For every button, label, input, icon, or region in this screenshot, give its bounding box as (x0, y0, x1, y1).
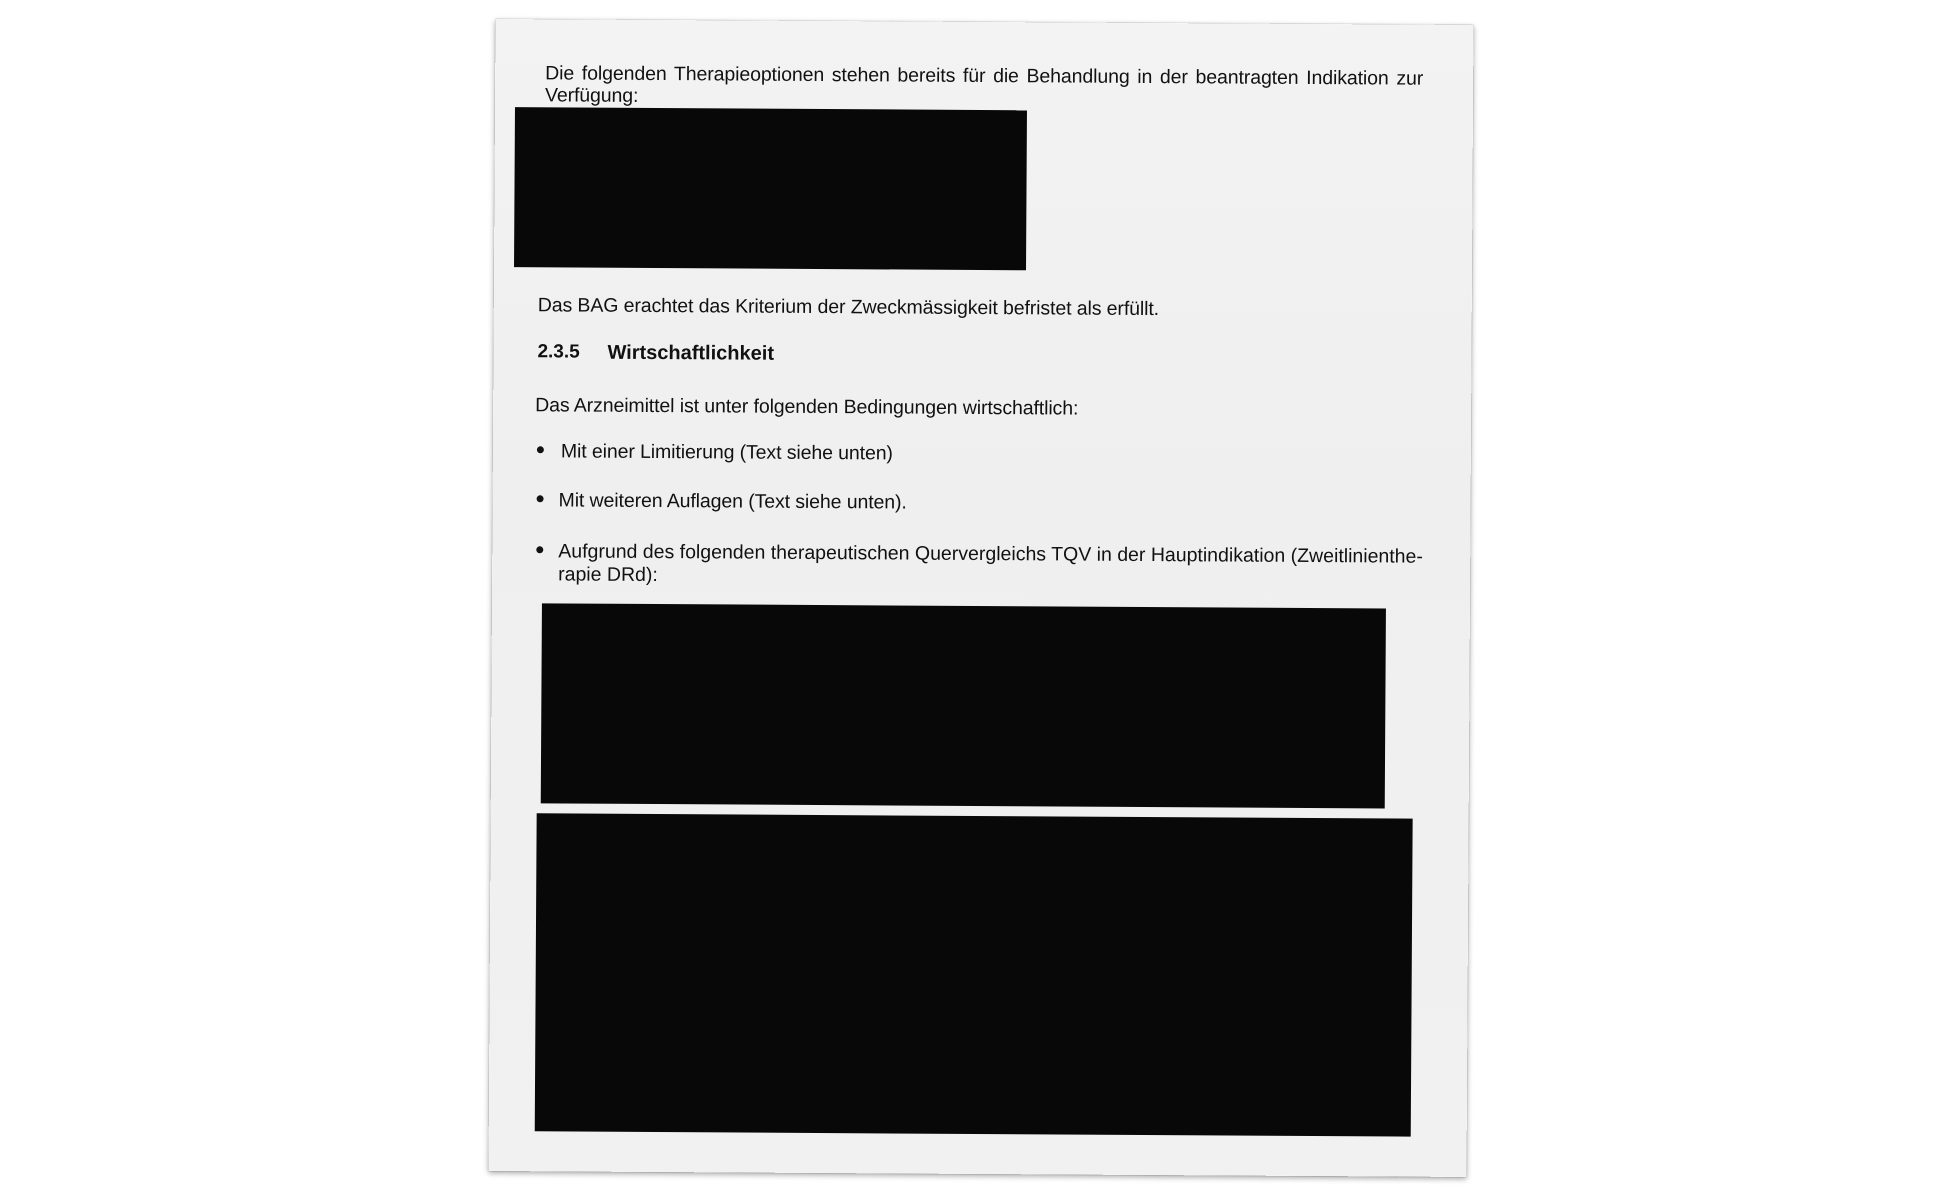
bullet-dot-icon (536, 546, 543, 553)
section-title: Wirtschaftlichkeit (607, 341, 775, 365)
redaction-block-price-details (535, 813, 1413, 1136)
intro-paragraph-line1: Die folgenden Therapieoptionen stehen bereits für die Behandlung in der beantragten Indikation zur (545, 62, 1424, 90)
bullet-dot-icon (537, 495, 544, 502)
section-number: 2.3.5 (537, 341, 580, 363)
bullet-item-limitation: Mit einer Limitierung (Text siehe unten) (560, 440, 893, 465)
economic-intro-sentence: Das Arzneimittel ist unter folgenden Bedingungen wirtschaftlich: (535, 394, 1079, 420)
redaction-block-tqv-table (541, 603, 1386, 808)
bullet-dot-icon (537, 446, 544, 453)
redaction-block-therapy-options (514, 107, 1027, 270)
document-page (488, 19, 1473, 1177)
bullet-item-conditions: Mit weiteren Auflagen (Text siehe unten). (558, 489, 907, 514)
intro-paragraph-line2: Verfügung: (544, 84, 639, 107)
criterion-sentence: Das BAG erachtet das Kriterium der Zweckmässigkeit befristet als erfüllt. (537, 294, 1160, 321)
bullet-item-tqv-line1: Aufgrund des folgenden therapeutischen Quervergleichs TQV in der Hauptindikation (Zweitlinienthe- (558, 540, 1423, 568)
bullet-item-tqv-line2: rapie DRd): (558, 563, 658, 587)
